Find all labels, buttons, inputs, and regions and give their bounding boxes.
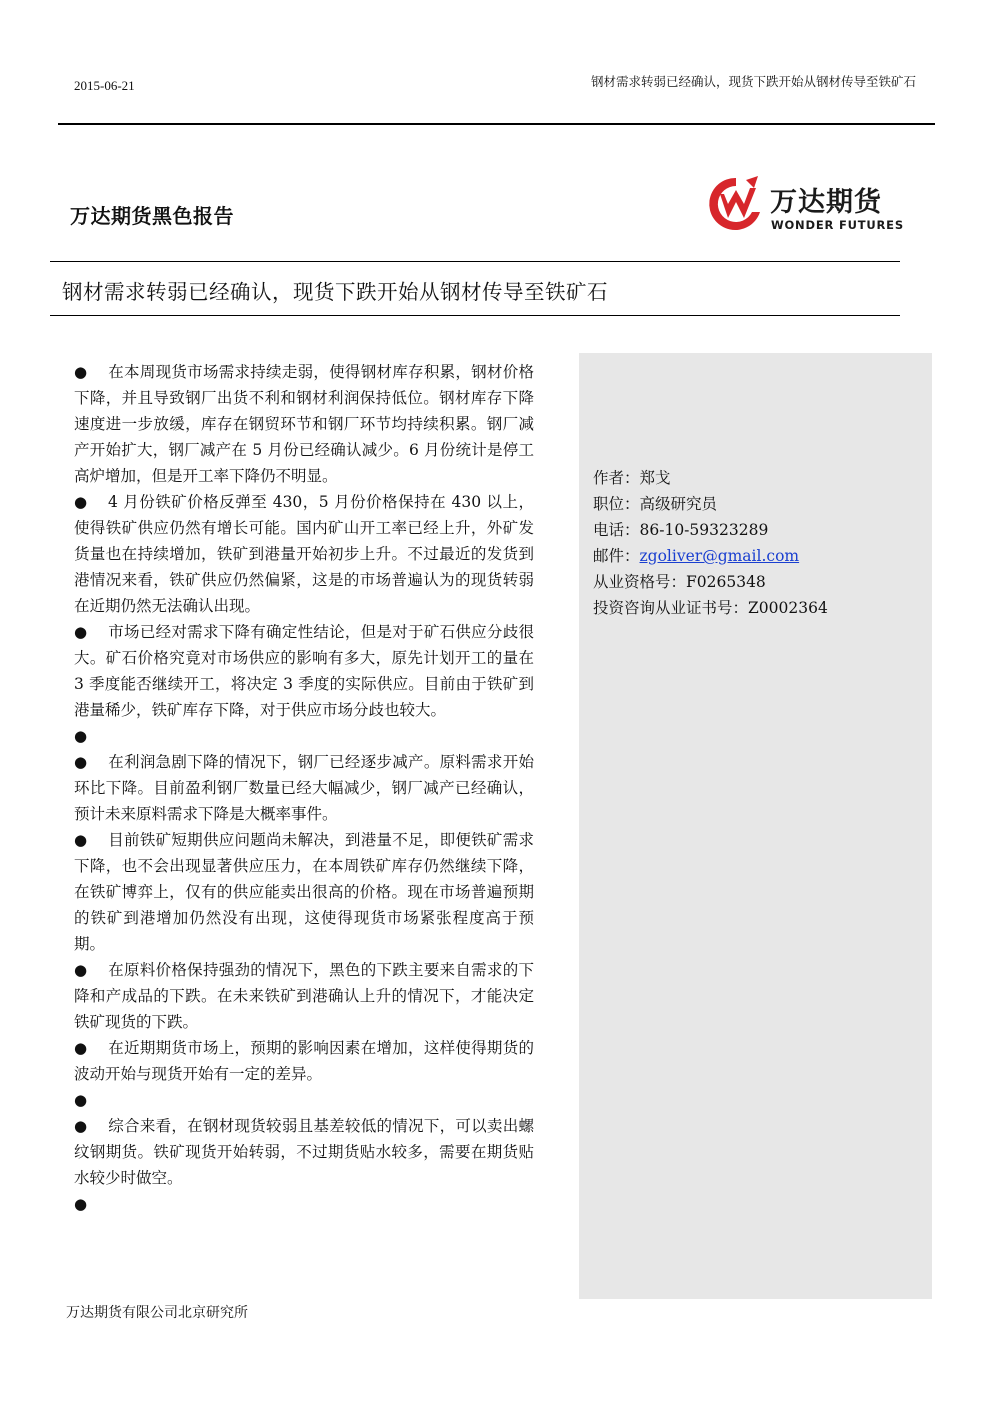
bullet-icon: ● bbox=[74, 623, 88, 641]
author-info bbox=[593, 465, 828, 621]
bullet-paragraph: ● 综合来看，在钢材现货较弱且基差较低的情况下，可以卖出螺纹钢期货。铁矿现货开始转弱，不过期货贴水较多，需要在期货贴水较少时做空。 bbox=[74, 1113, 534, 1191]
bullet-paragraph-empty bbox=[74, 1087, 534, 1113]
bullet-icon: ● bbox=[74, 727, 88, 745]
logo-name-en: WONDER FUTURES bbox=[771, 218, 904, 232]
bullet-paragraph: ● 目前铁矿短期供应问题尚未解决，到港量不足，即便铁矿需求下降，也不会出现显著供应压力，在本周铁矿库存仍然继续下降，在铁矿博弈上，仅有的供应能卖出很高的价格。现在市场普遍预期的铁矿到港增加仍然没有出现，这使得现货市场紧张程度高于预期。 bbox=[74, 827, 534, 957]
bullet-icon: ● bbox=[74, 831, 88, 849]
report-body bbox=[74, 359, 534, 1217]
author-email-row bbox=[593, 543, 828, 569]
author-name: 作者：郑戈 bbox=[593, 469, 671, 487]
wonder-futures-logo-icon bbox=[706, 172, 766, 236]
bullet-icon: ● bbox=[74, 493, 88, 511]
bullet-paragraph: ● 在利润急剧下降的情况下，钢厂已经逐步减产。原料需求开始环比下降。目前盈利钢厂数量已经大幅减少，钢厂减产已经确认，预计未来原料需求下降是大概率事件。 bbox=[74, 749, 534, 827]
company-logo bbox=[706, 172, 916, 236]
bullet-icon: ● bbox=[74, 1039, 88, 1057]
title-rule-bottom bbox=[50, 315, 900, 316]
bullet-paragraph-empty bbox=[74, 723, 534, 749]
author-email-link[interactable]: zgoliver@gmail.com bbox=[639, 547, 800, 565]
bullet-icon: ● bbox=[74, 363, 88, 381]
author-license: 从业资格号：F0265348 bbox=[593, 573, 766, 591]
logo-name-cn: 万达期货 bbox=[770, 187, 882, 218]
author-phone: 电话：86-10-59323289 bbox=[593, 521, 769, 539]
report-label: 万达期货黑色报告 bbox=[70, 204, 234, 228]
author-email-label: 邮件： bbox=[593, 547, 640, 565]
bullet-icon: ● bbox=[74, 961, 88, 979]
bullet-paragraph: ● 在本周现货市场需求持续走弱，使得钢材库存积累，钢材价格下降，并且导致钢厂出货不利和钢材利润保持低位。钢材库存下降速度进一步放缓，库存在钢贸环节和钢厂环节均持续积累。钢厂减产开始扩大，钢厂减产在 5 月份已经确认减少。6 月份统计是停工高炉增加，但是开工率下降仍不明显。 bbox=[74, 359, 534, 489]
bullet-paragraph: ● 市场已经对需求下降有确定性结论，但是对于矿石供应分歧很大。矿石价格究竟对市场供应的影响有多大，原先计划开工的量在 3 季度能否继续开工，将决定 3 季度的实际供应。目前由于铁矿到港量稀少，铁矿库存下降，对于供应市场分歧也较大。 bbox=[74, 619, 534, 723]
author-title: 职位：高级研究员 bbox=[593, 495, 718, 513]
main-title: 钢材需求转弱已经确认，现货下跌开始从钢材传导至铁矿石 bbox=[62, 280, 608, 304]
bullet-icon: ● bbox=[74, 1117, 88, 1135]
title-rule-top bbox=[50, 261, 900, 262]
header-date: 2015-06-21 bbox=[74, 78, 135, 93]
bullet-paragraph: ● 在原料价格保持强劲的情况下，黑色的下跌主要来自需求的下降和产成品的下跌。在未来铁矿到港确认上升的情况下，才能决定铁矿现货的下跌。 bbox=[74, 957, 534, 1035]
header-divider bbox=[58, 123, 935, 125]
bullet-icon: ● bbox=[74, 1091, 88, 1109]
header-running-title: 钢材需求转弱已经确认，现货下跌开始从钢材传导至铁矿石 bbox=[590, 74, 916, 89]
bullet-paragraph: ● 4 月份铁矿价格反弹至 430，5 月份价格保持在 430 以上，使得铁矿供应仍然有增长可能。国内矿山开工率已经上升，外矿发货量也在持续增加，铁矿到港量开始初步上升。不过最近的发货到港情况来看，铁矿供应仍然偏紧，这是的市场普遍认为的现货转弱在近期仍然无法确认出现。 bbox=[74, 489, 534, 619]
bullet-paragraph: ● 在近期期货市场上，预期的影响因素在增加，这样使得期货的波动开始与现货开始有一定的差异。 bbox=[74, 1035, 534, 1087]
bullet-icon: ● bbox=[74, 753, 88, 771]
bullet-paragraph-empty bbox=[74, 1191, 534, 1217]
bullet-icon: ● bbox=[74, 1195, 88, 1213]
author-advisory-license: 投资咨询从业证书号：Z0002364 bbox=[593, 599, 828, 617]
footer-company: 万达期货有限公司北京研究所 bbox=[66, 1305, 248, 1321]
